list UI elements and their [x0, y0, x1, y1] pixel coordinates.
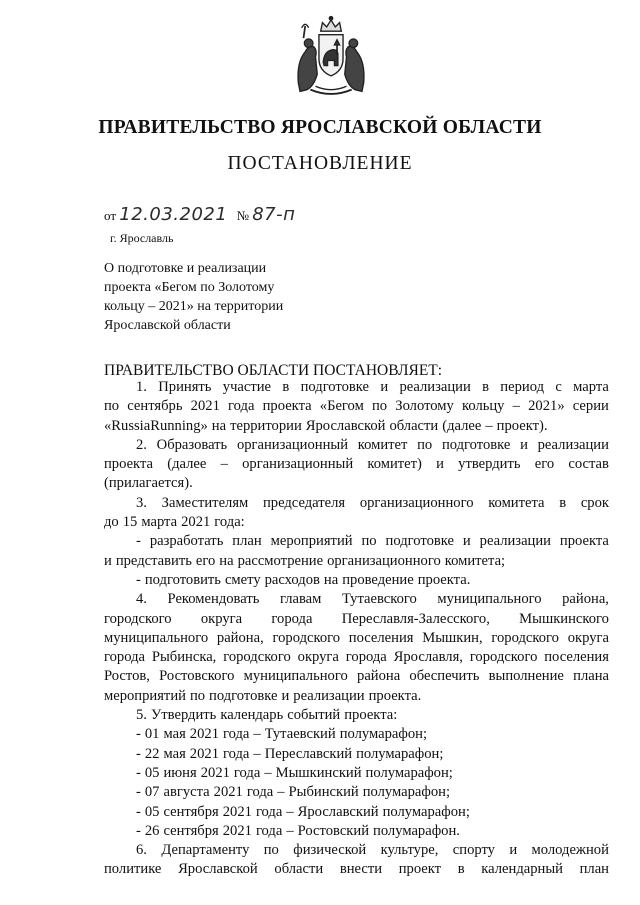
city: г. Ярославль: [110, 231, 174, 245]
body-line: - 05 июня 2021 года – Мышкинский полумарафон;: [136, 764, 453, 781]
document-type: ПОСТАНОВЛЕНИЕ: [227, 153, 413, 174]
subject-line: О подготовке и реализации: [104, 261, 267, 276]
body-line: - 07 августа 2021 года – Рыбинский полумарафон;: [136, 784, 450, 801]
body-line: мероприятий по подготовке и реализации проекта.: [104, 687, 422, 704]
body-line: 5. Утвердить календарь событий проекта:: [136, 707, 398, 724]
decree-subject: [104, 259, 344, 335]
handwritten-date: 12.03.2021: [119, 204, 228, 225]
body-line: - разработать план мероприятий по подготовке и реализации проекта: [136, 533, 609, 550]
body-line: муниципального района, городского поселения Мышкин, городского округа: [104, 629, 609, 646]
body-line: (прилагается).: [104, 475, 193, 492]
body-line: по сентябрь 2021 года проекта «Бегом по Золотому кольцу – 2021» серии: [104, 398, 609, 415]
body-line: - 22 мая 2021 года – Переславский полумарафон;: [136, 745, 444, 762]
number-sign: №: [236, 208, 249, 223]
subject-line: проекта «Бегом по Золотому: [104, 280, 275, 295]
body-line: и представить его на рассмотрение организационного комитета;: [104, 552, 506, 569]
preamble: ПРАВИТЕЛЬСТВО ОБЛАСТИ ПОСТАНОВЛЯЕТ:: [104, 362, 443, 379]
body-line: политике Ярославской области внести проект в календарный план: [104, 861, 609, 878]
body-line: города Рыбинска, городского округа города Ярославля, городского поселения: [104, 649, 609, 666]
organization-title: ПРАВИТЕЛЬСТВО ЯРОСЛАВСКОЙ ОБЛАСТИ: [98, 117, 542, 138]
coat-of-arms-icon: [288, 14, 374, 100]
date-prefix: от: [104, 208, 117, 223]
decree-body: [104, 378, 609, 880]
handwritten-number: 87-п: [252, 204, 296, 225]
body-line: - подготовить смету расходов на проведение проекта.: [136, 571, 471, 588]
body-line: - 26 сентября 2021 года – Ростовский полумарафон.: [136, 822, 460, 839]
body-line: - 05 сентября 2021 года – Ярославский полумарафон;: [136, 803, 470, 820]
subject-line: Ярославской области: [104, 318, 231, 333]
body-line: - 01 мая 2021 года – Тутаевский полумарафон;: [136, 726, 427, 743]
body-line: Ростов, Ростовского муниципального района обеспечить выполнение плана: [104, 668, 609, 685]
subject-line: кольцу – 2021» на территории: [104, 299, 284, 314]
body-line: городского округа города Переславля-Залесского, Мышкинского: [104, 610, 609, 627]
body-line: 1. Принять участие в подготовке и реализации в период с марта: [136, 379, 609, 395]
body-line: до 15 марта 2021 года:: [104, 514, 245, 531]
body-line: 4. Рекомендовать главам Тутаевского муниципального района,: [136, 591, 609, 608]
body-line: 3. Заместителям председателя организационного комитета в срок: [136, 494, 609, 511]
body-line: 6. Департаменту по физической культуре, спорту и молодежной: [136, 842, 609, 859]
body-line: «RussiaRunning» на территории Ярославской области (далее – проект).: [104, 417, 548, 434]
date-number-line: [104, 204, 295, 225]
body-line: проекта (далее – организационный комитет) и утвердить его состав: [104, 456, 609, 473]
body-line: 2. Образовать организационный комитет по подготовке и реализации: [136, 436, 609, 453]
